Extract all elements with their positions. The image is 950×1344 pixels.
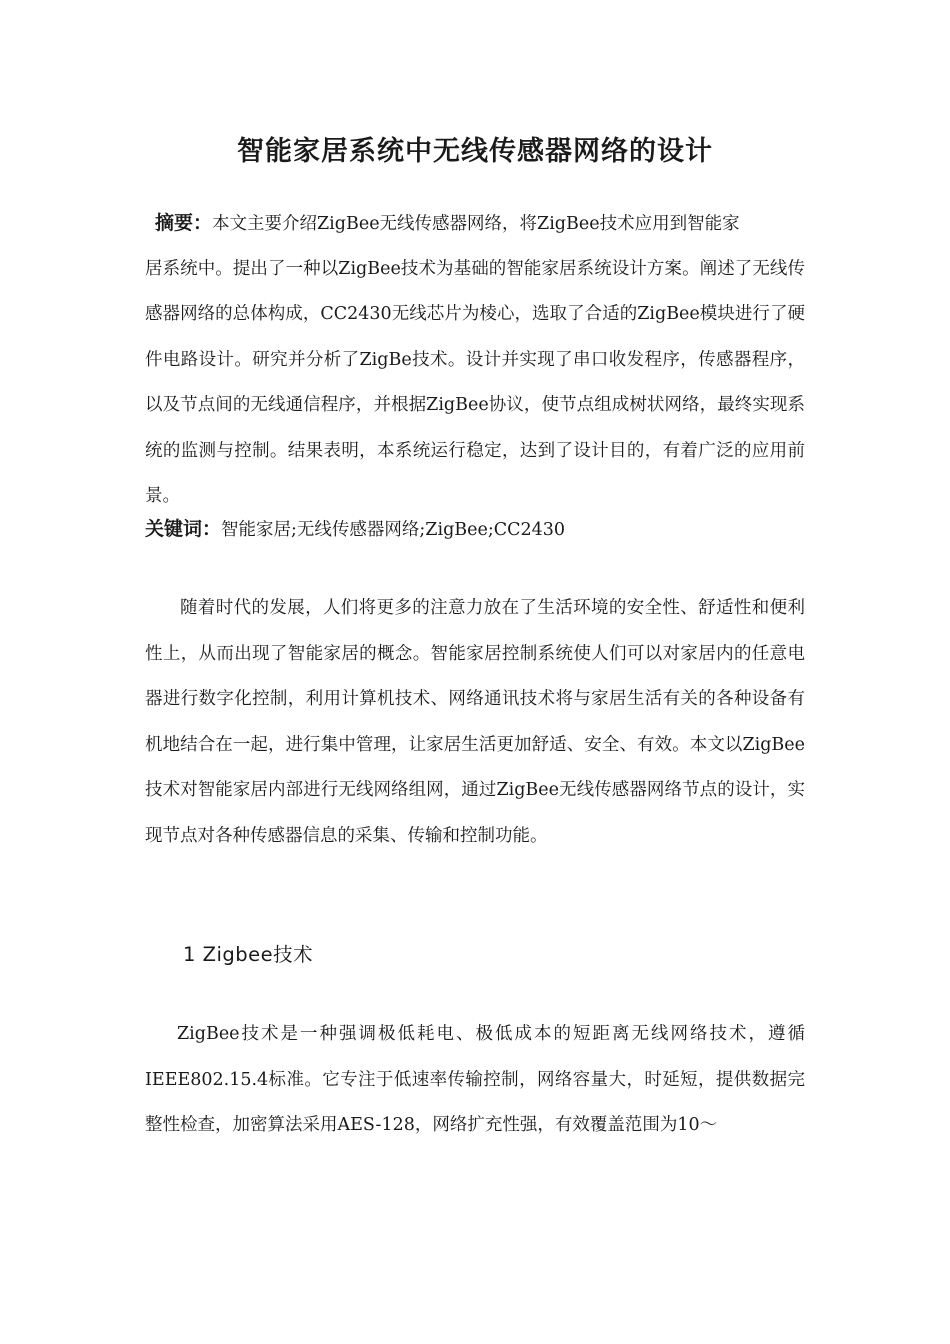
keywords — [145, 507, 805, 553]
abstract-text: 居系统中。提出了一种以ZigBee技术为基础的智能家居系统设计方案。阐述了无线传感器网络的总体构成，CC2430无线芯片为棱心，选取了合适的ZigBee模块进行了硬件电路设计。研究并分析了ZigBe技术。设计并实现了串口收发程序，传感器程序，以及节点间的无线通信程序，并根据ZigBee协议，使节点组成树状网络，最终实现系统的监测与控制。结果表明，本系统运行稳定，达到了设计目的，有着广泛的应用前景。 — [145, 258, 805, 506]
section-heading: 1 Zigbee技术 — [183, 943, 314, 966]
keywords-text: 智能家居;无线传感器网络;ZigBee;CC2430 — [221, 520, 566, 540]
section-paragraph: ZigBee技术是一种强调极低耗电、极低成本的短距离无线网络技术，遵循IEEE802.15.4标准。它专注于低速率传输控制，网络容量大，时延短，提供数据完整性检查，加密算法采用AES-128，网络扩充性强，有效覆盖范围为10～ — [145, 1024, 805, 1135]
intro-paragraph: 随着时代的发展，人们将更多的注意力放在了生活环境的安全性、舒适性和便利性上，从而出现了智能家居的概念。智能家居控制系统使人们可以对家居内的任意电器进行数字化控制，利用计算机技术、网络通讯技术将与家居生活有关的各种设备有机地结合在一起，进行集中管理，让家居生活更加舒适、安全、有效。本文以ZigBee技术对智能家居内部进行无线网络组网，通过ZigBee无线传感器网络节点的设计，实现节点对各种传感器信息的采集、传输和控制功能。 — [145, 598, 805, 846]
keywords-label: 关键词： — [145, 518, 222, 540]
abstract-label: 摘要： — [155, 212, 213, 234]
abstract-first-line — [145, 201, 805, 247]
abstract — [145, 201, 805, 520]
paper-title: 智能家居系统中无线传感器网络的设计 — [237, 136, 713, 167]
abstract-first-line-text: 本文主要介绍ZigBee无线传感器网络，将ZigBee技术应用到智能家 — [212, 214, 740, 234]
